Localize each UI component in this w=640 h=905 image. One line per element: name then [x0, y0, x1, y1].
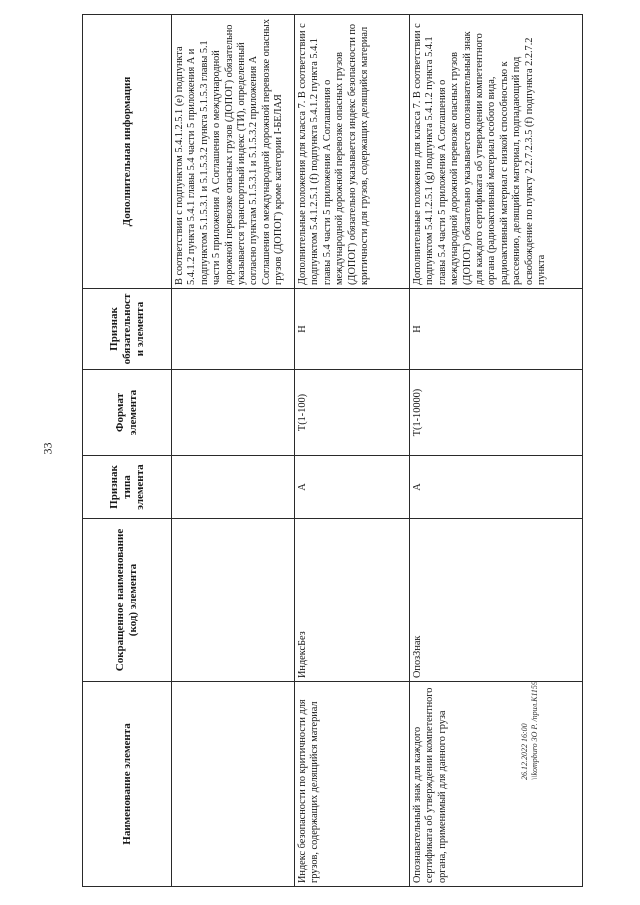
cell-additional-info: Дополнительные положения для класса 7. В соответствии с подпунктом 5.4.1.2.5.1 (f) подпункта 5.4.1.2 пункта 5.4.1 главы 5.4 части 5 приложения А Соглашения о международной дорожной перевозке опасных грузов (ДОПОГ) обязательно указывается индекс безопасности по критичности для грузов, содержащих делящийся материал [295, 15, 410, 289]
footer-path: \\kompburo 3О Р. /прил.К1159 [530, 681, 539, 780]
document-table [82, 14, 583, 887]
page-number: 33 [40, 442, 55, 455]
cell-element-name [172, 682, 295, 887]
header-additional-info: Дополнительная информация [83, 15, 172, 289]
cell-additional-info: Дополнительные положения для класса 7. В соответствии с подпунктом 5.4.1.2.5.1 (g) подпункта 5.4.1.2 пункта 5.4.1 главы 5.4 части 5 приложения А Соглашения о международной дорожной перевозке опасных грузов (ДОПОГ) обязательно указывается опознавательный знак для каждого сертификата об утверждении компетентного органа (радиоактивный материал особого вида, радиоактивный материал с низкой способностью к рассеянию, делящийся материал, подпадающий под освобождение по пункту 2.2.7.2.3.5 (f) подпункта 2.2.7.2 пункта [410, 15, 583, 289]
cell-format: T(1-100) [295, 370, 410, 456]
header-type: Признак типа элемента [83, 456, 172, 519]
table-row [172, 15, 295, 887]
footer-timestamp: 26.12.2022 16:00 [520, 723, 529, 780]
cell-short-name [172, 519, 295, 682]
cell-additional-info: В соответствии с подпунктом 5.4.1.2.5.1 (e) подпункта 5.4.1.2 пункта 5.4.1 главы 5.4 части 5 приложения А и подпунктом 5.1.5.3.1 и 5.1.5.3.2 пункта 5.1.5.3 главы 5.1 части 5 приложения А Соглашения о международной дорожной перевозке опасных грузов (ДОПОГ) обязательно указывается транспортный индекс (ТИ), определенный согласно пунктам 5.1.5.3.1 и 5.1.5.3.2 приложения А Соглашения о международной дорожной перевозке опасных грузов (ДОПОГ) кроме категории I-БЕЛАЯ [172, 15, 295, 289]
document-table-wrapper [82, 15, 574, 887]
cell-short-name: ОпозЗнак [410, 519, 583, 682]
cell-element-name: Опознавательный знак для каждого сертификата об утверждении компетентного органа, применимый для данного груза [410, 682, 583, 887]
cell-element-name: Индекс безопасности по критичности для грузов, содержащих делящийся материал [295, 682, 410, 887]
cell-required [172, 289, 295, 370]
cell-short-name: ИндексБез [295, 519, 410, 682]
cell-format: T(1-10000) [410, 370, 583, 456]
cell-required: Н [410, 289, 583, 370]
table-header-row [83, 15, 172, 887]
header-short-name: Сокращенное наименование (код) элемента [83, 519, 172, 682]
cell-format [172, 370, 295, 456]
table-row [295, 15, 410, 887]
table-row [410, 15, 583, 887]
cell-type: А [410, 456, 583, 519]
header-element-name: Наименование элемента [83, 682, 172, 887]
header-required: Признак обязательности элемента [83, 289, 172, 370]
cell-required: Н [295, 289, 410, 370]
cell-type: А [295, 456, 410, 519]
header-format: Формат элемента [83, 370, 172, 456]
cell-type [172, 456, 295, 519]
